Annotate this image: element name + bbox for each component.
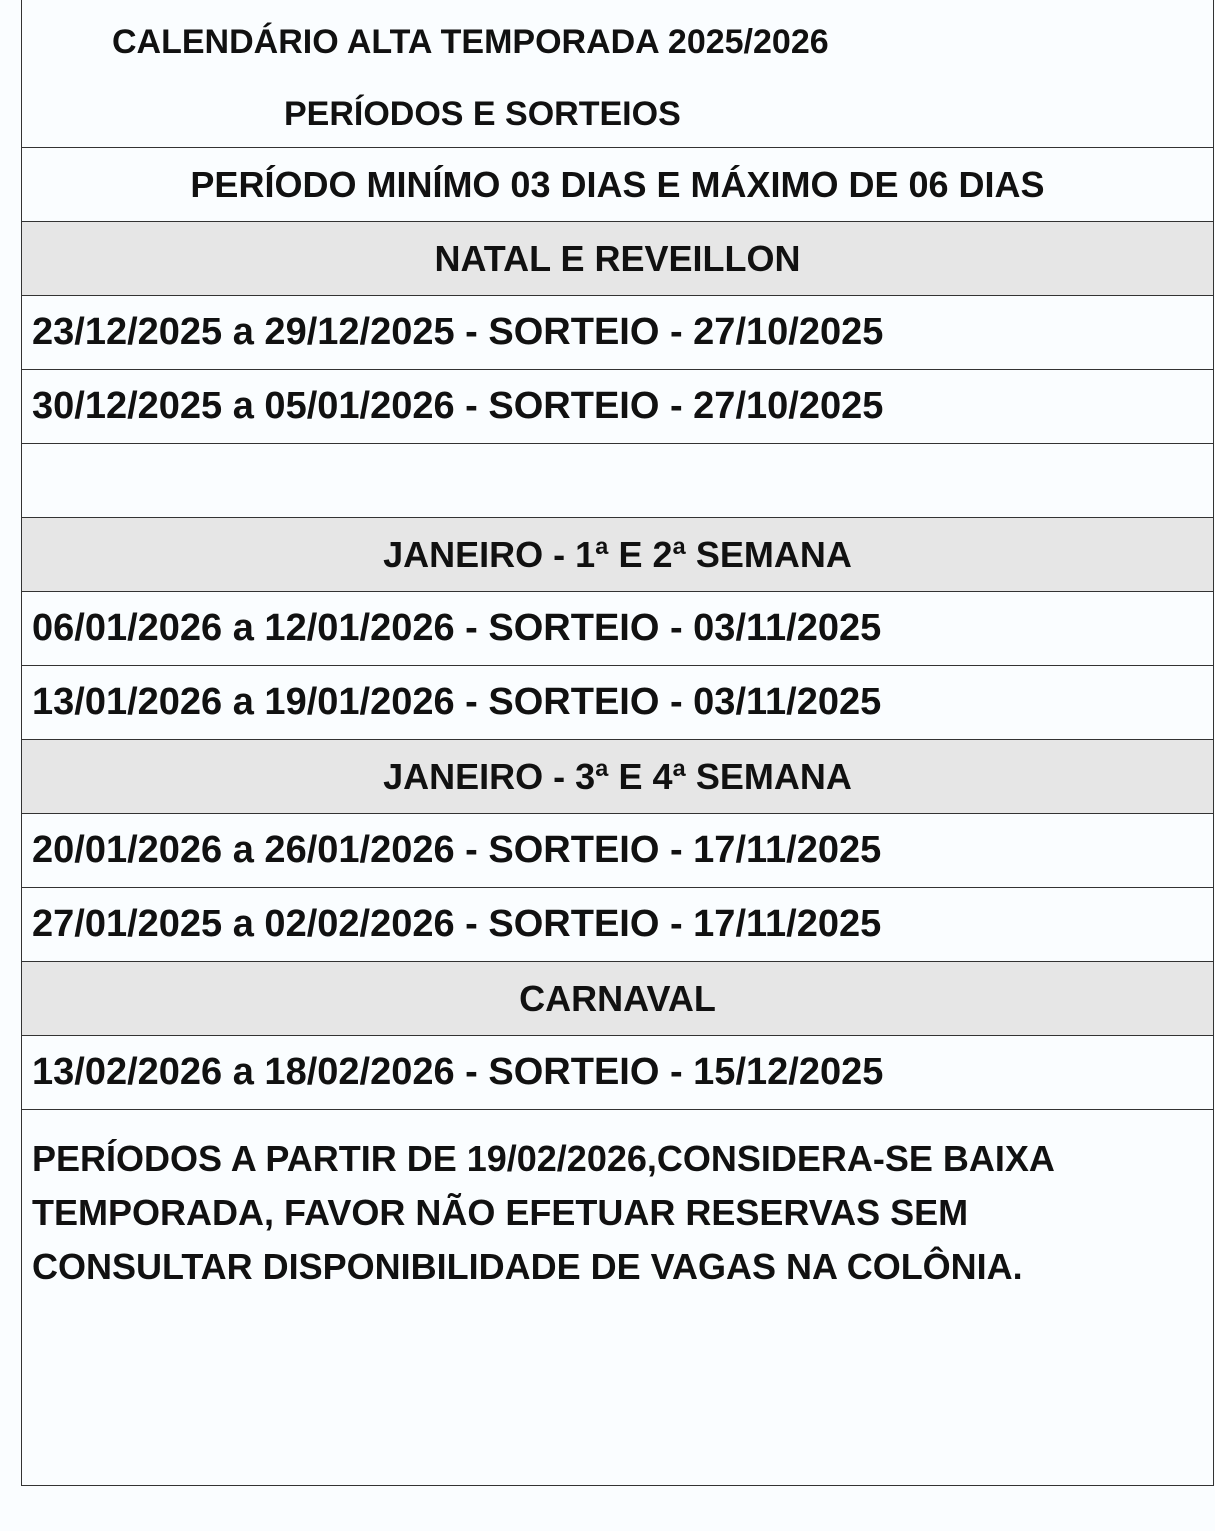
- period-row: 06/01/2026 a 12/01/2026 - SORTEIO - 03/11/2025: [22, 592, 1213, 666]
- low-season-note: [22, 1110, 1213, 1294]
- calendar-sheet: [21, 0, 1214, 1486]
- period-row: 27/01/2025 a 02/02/2026 - SORTEIO - 17/11/2025: [22, 888, 1213, 962]
- page-subtitle: PERÍODOS E SORTEIOS: [284, 94, 681, 133]
- section-header-natal: NATAL E REVEILLON: [22, 222, 1213, 296]
- empty-row: [22, 444, 1213, 518]
- period-row: 13/01/2026 a 19/01/2026 - SORTEIO - 03/11/2025: [22, 666, 1213, 740]
- period-rule: PERÍODO MINÍMO 03 DIAS E MÁXIMO DE 06 DIAS: [22, 148, 1213, 222]
- section-header-janeiro-3-4: JANEIRO - 3ª E 4ª SEMANA: [22, 740, 1213, 814]
- note-line: PERÍODOS A PARTIR DE 19/02/2026,CONSIDERA-SE BAIXA: [32, 1138, 1055, 1179]
- page-title: CALENDÁRIO ALTA TEMPORADA 2025/2026: [112, 22, 829, 61]
- note-line: CONSULTAR DISPONIBILIDADE DE VAGAS NA COLÔNIA.: [32, 1246, 1023, 1287]
- title-block: [22, 0, 1213, 148]
- period-row: 30/12/2025 a 05/01/2026 - SORTEIO - 27/10/2025: [22, 370, 1213, 444]
- note-line: TEMPORADA, FAVOR NÃO EFETUAR RESERVAS SEM: [32, 1192, 969, 1233]
- period-row: 20/01/2026 a 26/01/2026 - SORTEIO - 17/11/2025: [22, 814, 1213, 888]
- section-header-carnaval: CARNAVAL: [22, 962, 1213, 1036]
- period-row: 13/02/2026 a 18/02/2026 - SORTEIO - 15/12/2025: [22, 1036, 1213, 1110]
- period-row: 23/12/2025 a 29/12/2025 - SORTEIO - 27/10/2025: [22, 296, 1213, 370]
- section-header-janeiro-1-2: JANEIRO - 1ª E 2ª SEMANA: [22, 518, 1213, 592]
